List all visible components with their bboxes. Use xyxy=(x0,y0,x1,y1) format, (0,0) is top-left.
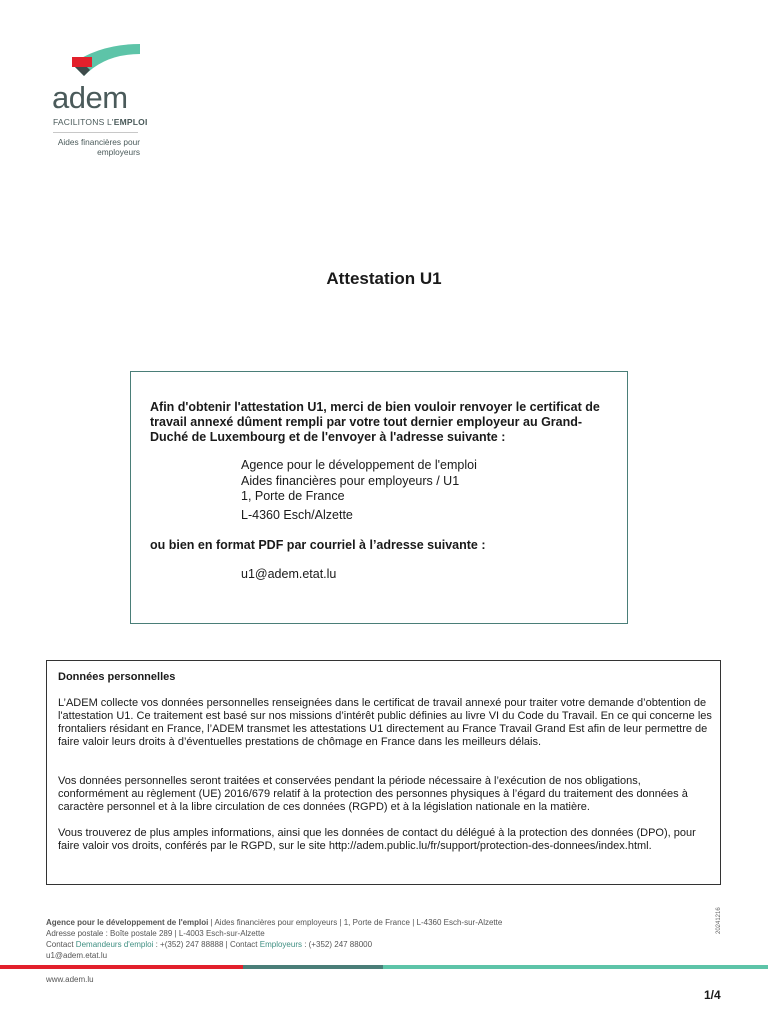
privacy-box xyxy=(46,660,721,885)
footer-bar-red xyxy=(0,965,243,969)
privacy-paragraph: Vous trouverez de plus amples informations, ainsi que les données de contact du délégué à la protection des données (DPO), pour faire valoir vos droits, conférés par le RGPD, sur le site http://adem.public.lu/fr/support/protection-des-donnees/index.html. xyxy=(58,827,696,852)
instructions-intro: Afin d'obtenir l'attestation U1, merci de bien vouloir renvoyer le certificat de travail annexé dûment rempli par votre tout dernier employeur au Grand-Duché de Luxembourg et de l'envoyer à l'adresse suivante : xyxy=(150,400,600,444)
address-line: Aides financières pour employeurs / U1 xyxy=(241,473,460,488)
footer-bar-teal xyxy=(383,965,768,969)
contact-jobseekers-link[interactable]: Demandeurs d'emploi xyxy=(75,940,154,949)
footer-contact-line: Contact Demandeurs d'emploi : +(352) 247 88888 | Contact Employeurs : (+352) 247 88000 xyxy=(46,940,373,949)
footer-bar-darkteal xyxy=(243,965,383,969)
address-line: L-4360 Esch/Alzette xyxy=(241,507,353,522)
instructions-box xyxy=(130,371,628,624)
privacy-paragraph: Vos données personnelles seront traitées et conservées pendant la période nécessaire à l’exécution de nos obligations, conformément au règlement (UE) 2016/679 relatif à la protection des personnes physiques à l’égard du traitement des données à caractère personnel et à la libre circulation de ces données (RGPD) et à la législation nationale en la matière. xyxy=(58,775,688,813)
adem-logo xyxy=(50,40,150,160)
logo-divider xyxy=(53,132,138,133)
footer-email[interactable]: u1@adem.etat.lu xyxy=(46,951,108,960)
page-title: Attestation U1 xyxy=(326,269,442,288)
email-instruction: ou bien en format PDF par courriel à l’adresse suivante : xyxy=(150,538,486,552)
page-number: 1/4 xyxy=(704,988,721,1002)
footer-postal-line: Adresse postale : Boîte postale 289 | L-4003 Esch-sur-Alzette xyxy=(46,929,265,938)
postal-address xyxy=(241,458,477,523)
privacy-paragraph: L’ADEM collecte vos données personnelles renseignées dans le certificat de travail annexé pour traiter votre demande d’obtention de l'attestation U1. Ce traitement est basé sur nos missions d’intérêt public définies au livre VI du Code du Travail. En ce qui concerne les frontaliers résidant en France, l’ADEM transmet les attestations U1 directement au France Travail Grand Est afin de leur permettre de faire valoir leurs droits à d’éventuelles prestations de chômage en France dans les meilleurs délais. xyxy=(58,697,712,748)
logo-wordmark: adem xyxy=(52,80,128,115)
logo-subtitle: Aides financières pour employeurs xyxy=(57,137,140,157)
document-date: 20241216 xyxy=(716,907,722,934)
logo-tagline: FACILITONS L'EMPLOI xyxy=(53,117,148,127)
privacy-heading: Données personnelles xyxy=(58,671,176,683)
address-line: 1, Porte de France xyxy=(241,489,345,503)
footer-address-line: Agence pour le développement de l'emploi | Aides financières pour employeurs | 1, Porte de France | L-4360 Esch-sur-Alzette xyxy=(46,918,503,927)
website-link[interactable]: www.adem.lu xyxy=(46,975,94,984)
address-line: Agence pour le développement de l'emploi xyxy=(241,458,477,472)
contact-email[interactable]: u1@adem.etat.lu xyxy=(241,567,337,581)
page-footer xyxy=(46,917,502,961)
contact-employers-link[interactable]: Employeurs xyxy=(259,940,302,949)
logo-swoosh-icon xyxy=(50,40,150,80)
